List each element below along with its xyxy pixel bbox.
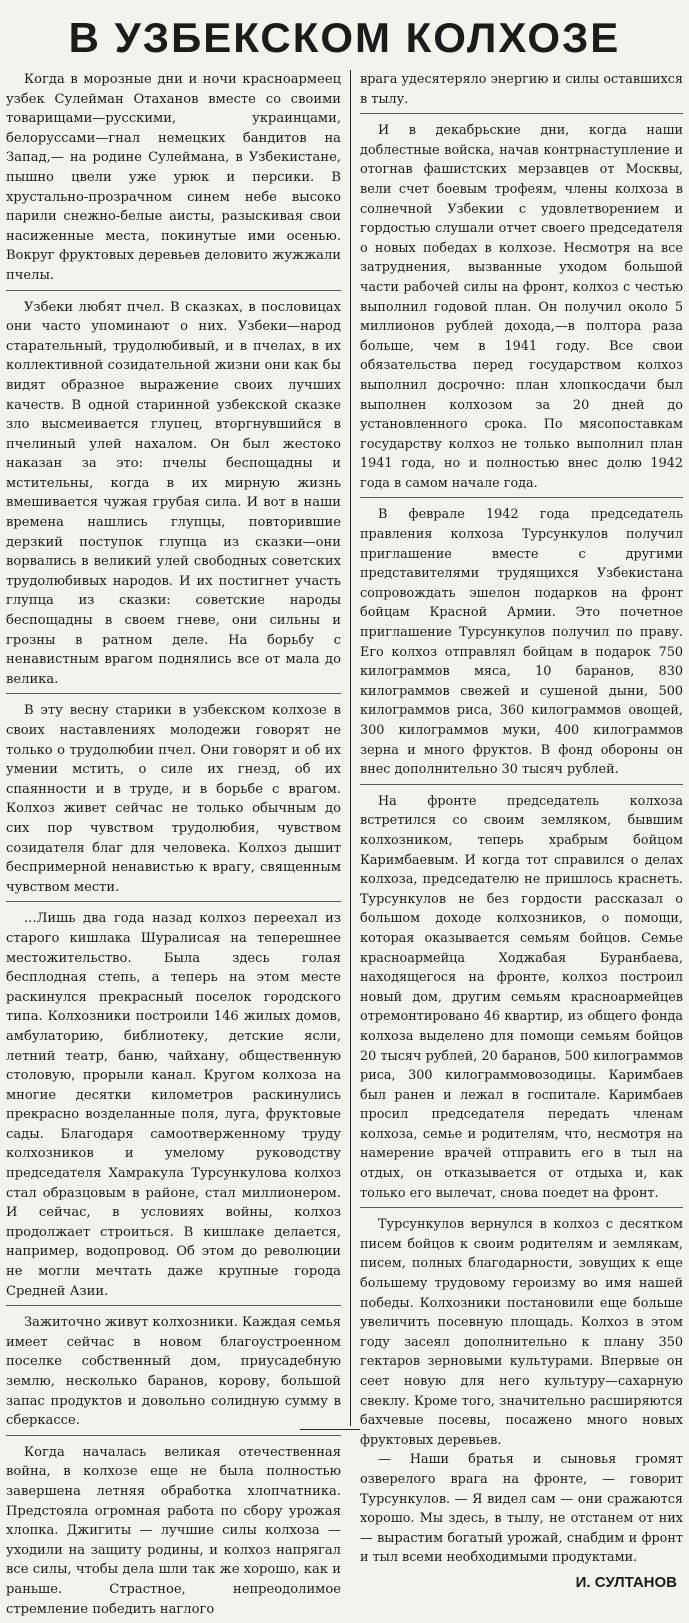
article-body: [6, 70, 683, 1617]
paragraph: Узбеки любят пчел. В сказках, в пословицах они часто упоминают о них. Узбеки—народ старательный, трудолюбивый, и в пчелах, в их коллективной созидательной жизни они как бы видят образное выражение своих лучших качеств. В одной старинной узбекской сказке зло высмеивается глупец, вторгнувшийся в пчелиный улей нахалом. Он был жестоко наказан за это: пчелы беспощадны и мстительны, когда в их мирную жизнь вмешивается чужая грубая сила. И вот в наши времена нашлись глупцы, повторившие дерзкий поступок глупца из сказки—они ворвались в великий улей свободных советских трудолюбивых народов. И их постигнет участь глупца из сказки: советские народы беспощадны в своем гневе, они сильны и грозны в ратном деле. На борьбу с ненавистным врагом поднялись все от мала до велика.: [6, 299, 341, 687]
paragraph: И в декабрьские дни, когда наши доблестные войска, начав контрнаступление и отогнав фашистских мерзавцев от Москвы, вели счет боевым трофеям, члены колхоза в солнечной Узбекии с удовлетворением и гордостью слушали отчет своего председателя о новых победах в колхозе. Несмотря на все затруднения, вызванные уходом большой части рабочей силы на фронт, колхоз с честью выполнил годовой план. Он получил около 5 миллионов рублей дохода,—в полтора раза больше, чем в 1941 году. Все свои обязательства перед государством колхоз выполнил досрочно: план хлопкосдачи был выполнен колхозом за 20 дней до установленного срока. По мясопоставкам государству колхоз не только выполнил план 1941 года, но и полностью внес долю 1942 года в самом начале года.: [360, 123, 683, 491]
paragraph: Зажиточно живут колхозники. Каждая семья имеет сейчас в новом благоустроенном поселке собственный дом, приусадебную землю, несколько баранов, корову, большой запас продуктов и довольно солидную сумму в сберкассе.: [6, 1315, 341, 1429]
paragraph: В эту весну старики в узбекском колхозе в своих наставлениях молодежи говорят не только о трудолюбии пчел. Они говорят и об их умении мстить, о силе их гнезд, об их спаянности и в труде, и в борьбе с врагом. Колхоз живет сейчас не только обычным до сих пор чувством трудолюбия, чувством созидателя благ для человека. Колхоз дышит беспримерной ненавистью к врагу, священным чувством мести.: [6, 703, 341, 895]
article-section: [6, 1443, 341, 1623]
paragraph: — Наши братья и сыновья громят озверелого врага на фронте, — говорит Турсункулов. — Я видел сам — они сражаются хорошо. Мы здесь, в тылу, не отстанем от них — вырастим богатый урожай, снабдим и фронт и тыл всеми необходимыми продуктами.: [360, 1452, 683, 1566]
article-section: [6, 701, 341, 902]
headline: В УЗБЕКСКОМ КОЛХОЗЕ: [68, 14, 621, 61]
article-section: [360, 121, 683, 498]
article-section: [6, 1313, 341, 1436]
right-column: [351, 70, 683, 1591]
paragraph: врага удесятеряло энергию и силы оставшихся в тылу.: [360, 72, 683, 107]
article-section: [360, 70, 683, 114]
paragraph: В феврале 1942 года председатель правления колхоза Турсункулов получил приглашение вместе с другими представителями трудящихся Узбекистана сопровождать эшелон подарков на фронт бойцам Красной Армии. Это почетное приглашение Турсункулов получил по праву. Его колхоз отправлял бойцам в подарок 750 килограммов мяса, 10 баранов, 830 килограммов свежей и сушеной дыни, 500 килограммов риса, 360 килограммов овощей, 300 килограммов муки, 400 килограммов зерна и много фруктов. В фонд обороны он внес дополнительно 30 тысяч рублей.: [360, 507, 683, 778]
paragraph: Когда началась великая отечественная война, в колхозе еще не была полностью завершена летняя обработка хлопчатника. Предстояла огромная работа по сбору урожая хлопка. Джигиты — лучшие силы колхоза — уходили на защиту родины, и колхоз напрягал все силы, чтобы дела шли так же хорошо, как и раньше. Страстное, непреодолимое стремление победить наглого: [6, 1444, 341, 1617]
article-section: [360, 792, 683, 1208]
article-section: [6, 909, 341, 1306]
article-section: [6, 70, 341, 291]
article-section: [360, 505, 683, 784]
paragraph: Турсункулов вернулся в колхоз с десятком писем бойцов к своим родителям и землякам, писем, полных благодарности, зовущих к еще большему трудовому героизму во имя нашей победы. Колхозники постановили еще больше увеличить посевную площадь. Колхоз в этом году засеял дополнительно к плану 350 гектаров зерновыми культурами. Впервые он сеет новую для него культуру—сахарную свеклу. Кроме того, значительно расширяются бахчевые посевы, посажено много новых фруктовых деревьев.: [360, 1217, 683, 1448]
left-column: [6, 70, 351, 1617]
paragraph: На фронте председатель колхоза встретился со своим земляком, бывшим колхозником, теперь храбрым бойцом Каримбаевым. И когда тот справился о делах колхоза, председателю не пришлось краснеть. Турсункулов не без гордости рассказал о большом доходе колхозников, о помощи, которая оказывается семьям бойцов. Семье красноармейца Ходжабая Буранбаева, находящегося на фронте, колхоз построил новый дом, другим семьям красноармейцев отремонтировано 46 квартир, из общего фонда колхоза выделено для помощи семьям бойцов 20 тысяч рублей, 20 баранов, 500 килограммов риса, 300 килограммовозодицы. Каримбаев был ранен и лежал в госпитале. Каримбаев просил председателя передать членам колхоза, семье и родителям, что, несмотря на намерение врачей отправить его в тыл на отдых, он отказывается от отдыха и, как только его вылечат, снова поедет на фронт.: [360, 793, 683, 1201]
author-signature: И. СУЛТАНОВ: [575, 1573, 677, 1591]
paragraph: ...Лишь два года назад колхоз переехал из старого кишлака Шуралисая на теперешнее местожительство. Была здесь голая бесплодная степь, а теперь на этом месте раскинулся прекрасный поселок городского типа. Колхозники построили 146 жилых домов, амбулаторию, библиотеку, детские ясли, летний театр, баню, чайхану, общественную столовую, прорыли канал. Кругом колхоза на многие десятки километров раскинулись прекрасно возделанные поля, луга, фруктовые сады. Благодаря самоотверженному труду колхозников и умелому руководству председателя Хамракула Турсункулова колхоз стал образцовым в районе, стал миллионером. И сейчас, в условиях войны, колхоз продолжает строиться. В кишлаке делается, например, водопровод. Об этом до революции не могли мечтать даже крупные города Средней Азии.: [6, 911, 341, 1299]
article-section: [360, 1215, 683, 1595]
paragraph: Когда в морозные дни и ночи красноармеец узбек Сулейман Отаханов вместе со своими товарищами—русскими, украинцами, белоруссами—гнал немецких бандитов на Запад,— на родине Сулеймана, в Узбекистане, пышно цвели уже урюк и персики. В хрустально-прозрачном синем небе высоко парили снежно-белые аисты, разыскивая свои насиженные места, покинутые ими осенью. Вокруг фруктовых деревьев деловито жужжали пчелы.: [6, 72, 341, 283]
closing-rule: [300, 1429, 360, 1430]
article-section: [6, 298, 341, 695]
